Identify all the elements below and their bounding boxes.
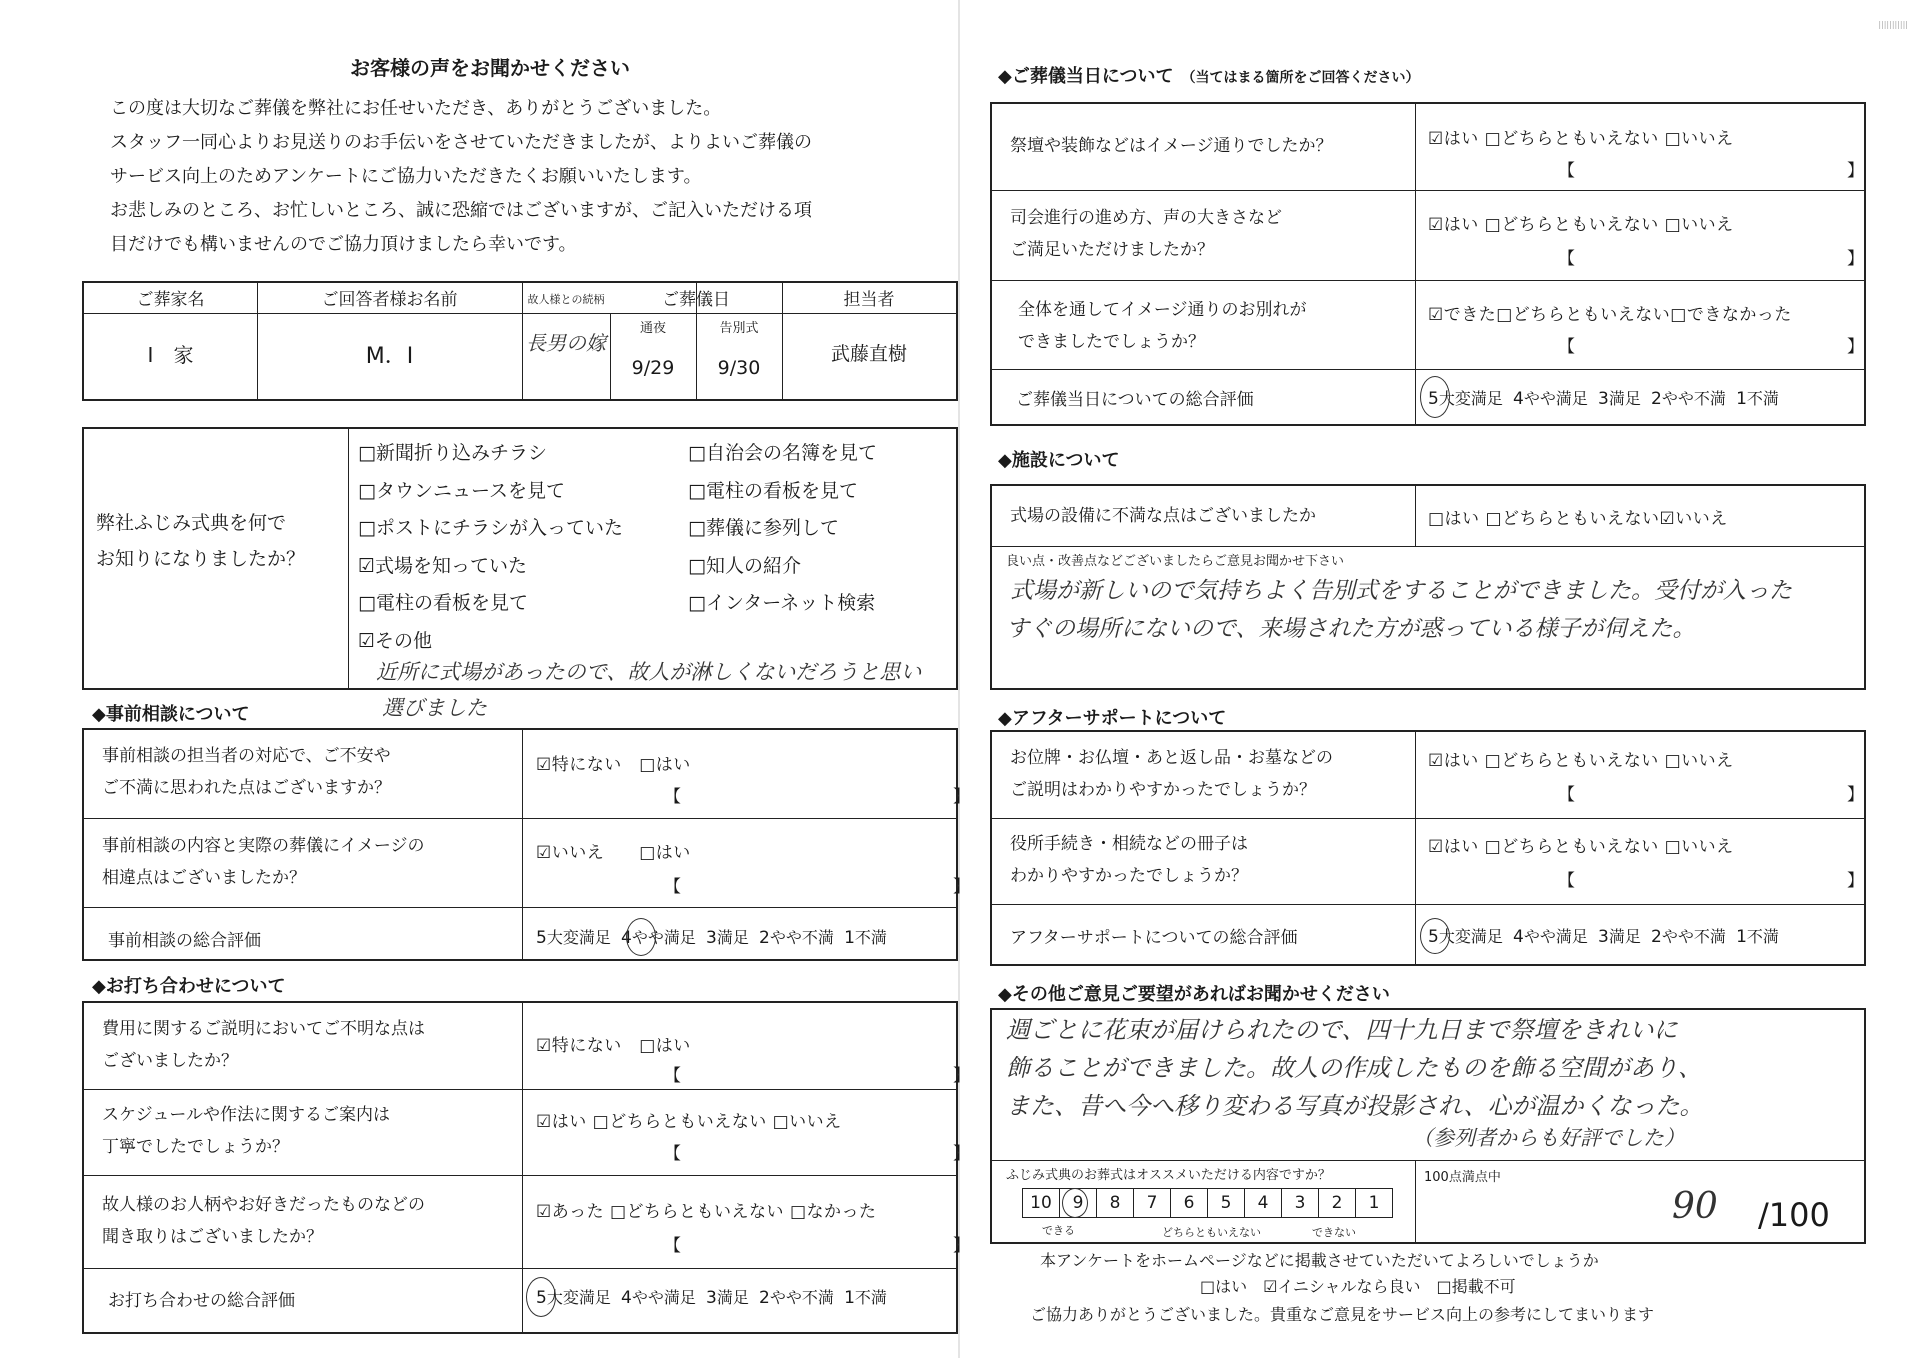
scale-box[interactable]: 6 bbox=[1170, 1188, 1208, 1218]
scale-right-label: できない bbox=[1312, 1226, 1356, 1239]
meeting-q3-options[interactable]: ☑あった □どちらともいえない □なかった bbox=[536, 1202, 877, 1222]
comment-bracket[interactable]: 【 】 bbox=[664, 1066, 970, 1086]
info-table bbox=[82, 281, 958, 401]
source-option[interactable]: □知人の紹介 bbox=[688, 554, 801, 577]
comment-bracket[interactable]: 【 】 bbox=[1558, 871, 1864, 891]
question-line: 役所手続き・相続などの冊子は bbox=[1010, 834, 1248, 854]
funeral-day-q2-options[interactable]: ☑はい □どちらともいえない □いいえ bbox=[1428, 215, 1734, 235]
scale-box[interactable]: 10 bbox=[1022, 1188, 1060, 1218]
source-option[interactable]: □葬儀に参列して bbox=[688, 517, 839, 539]
source-option[interactable]: □新聞折り込みチラシ bbox=[358, 442, 547, 464]
respondent-name: M．I bbox=[365, 344, 414, 369]
source-other-note: 近所に式場があったので、故人が淋しくないだろうと思い bbox=[376, 660, 922, 684]
facility-heading: ◆施設について bbox=[998, 450, 1120, 471]
after-support-q1 bbox=[1010, 742, 1333, 806]
score-value[interactable]: 90 bbox=[1672, 1186, 1718, 1227]
recommend-question: ふじみ式典のお葬式はオススメいただける内容ですか？ bbox=[1006, 1168, 1331, 1183]
meeting-table bbox=[82, 1001, 970, 1334]
selected-rating-circle bbox=[626, 918, 656, 956]
other-note: （参列者からも好評でした） bbox=[1412, 1126, 1685, 1150]
family-name: I 家 bbox=[147, 343, 194, 367]
pre-consult-q1 bbox=[102, 740, 391, 804]
intro-line: お悲しみのところ、お忙しいところ、誠に恐縮ではございますが、ご記入いただける項 bbox=[110, 200, 812, 221]
source-section bbox=[82, 427, 958, 690]
source-option[interactable]: □インターネット検索 bbox=[688, 592, 876, 614]
facility-q1-options[interactable]: □はい □どちらともいえない☑いいえ bbox=[1428, 509, 1728, 529]
header-respondent: ご回答者様お名前 bbox=[321, 290, 458, 310]
source-option[interactable]: □電柱の看板を見て bbox=[688, 479, 858, 502]
publish-question: 本アンケートをホームページなどに掲載させていただいてよろしいでしょうか bbox=[1040, 1251, 1599, 1270]
facility-note: 式場が新しいので気持ちよく告別式をすることができました。受付が入った bbox=[1010, 578, 1792, 604]
question-line: 事前相談の担当者の対応で、ご不安や bbox=[102, 746, 391, 766]
source-options-right bbox=[688, 435, 877, 623]
scale-box[interactable]: 8 bbox=[1096, 1188, 1134, 1218]
selected-scale-circle bbox=[1062, 1188, 1088, 1218]
header-kokubetsu: 告別式 bbox=[719, 321, 759, 336]
intro-line: サービス向上のためアンケートにご協力いただきたくお願いいたします。 bbox=[110, 166, 702, 187]
question-line: できましたでしょうか？ bbox=[1018, 332, 1205, 352]
score-label: 100点満点中 bbox=[1424, 1170, 1501, 1185]
funeral-day-q3 bbox=[1018, 294, 1307, 358]
funeral-day-q1: 祭壇や装飾などはイメージ通りでしたか？ bbox=[1010, 136, 1333, 156]
scale-mid-label: どちらともいえない bbox=[1162, 1226, 1261, 1239]
meeting-q3 bbox=[102, 1189, 425, 1253]
funeral-day-q2 bbox=[1010, 202, 1282, 266]
header-staff: 担当者 bbox=[843, 290, 895, 310]
question-line: 丁寧でしたでしょうか？ bbox=[102, 1137, 289, 1157]
funeral-day-rating[interactable]: 5大変満足 4やや満足 3満足 2やや不満 1不満 bbox=[1428, 389, 1779, 409]
source-option[interactable]: ☑式場を知っていた bbox=[358, 554, 528, 577]
header-funeral-date: ご葬儀日 bbox=[662, 290, 730, 310]
after-support-q2-options[interactable]: ☑はい □どちらともいえない □いいえ bbox=[1428, 837, 1734, 857]
scale-box[interactable]: 7 bbox=[1133, 1188, 1171, 1218]
other-note: また、昔へ今へ移り変わる写真が投影され、心が温かくなった。 bbox=[1006, 1092, 1704, 1120]
comment-bracket[interactable]: 【 】 bbox=[664, 877, 970, 897]
meeting-q2 bbox=[102, 1099, 390, 1163]
source-other-note: 選びました bbox=[382, 696, 487, 720]
intro-line: 目だけでも構いませんのでご協力頂けましたら幸いです。 bbox=[110, 234, 577, 255]
scale-box[interactable]: 5 bbox=[1207, 1188, 1245, 1218]
question-line: 全体を通してイメージ通りのお別れが bbox=[1018, 300, 1307, 320]
pre-consult-table bbox=[82, 728, 970, 961]
question-line: お位牌・お仏壇・あと返し品・お墓などの bbox=[1010, 748, 1333, 768]
right-page bbox=[960, 0, 1920, 1358]
selected-rating-circle bbox=[1420, 376, 1450, 418]
scale-box[interactable]: 9 bbox=[1059, 1188, 1097, 1218]
after-support-overall-label: アフターサポートについての総合評価 bbox=[1010, 928, 1298, 948]
source-option[interactable]: □自治会の名簿を見て bbox=[688, 442, 877, 464]
funeral-day-q1-options[interactable]: ☑はい □どちらともいえない □いいえ bbox=[1428, 129, 1734, 149]
kokubetsu-date: 9/30 bbox=[717, 357, 761, 379]
scale-box[interactable]: 4 bbox=[1244, 1188, 1282, 1218]
pre-consult-q2 bbox=[102, 830, 425, 894]
score-max: /100 bbox=[1758, 1196, 1830, 1234]
question-line: スケジュールや作法に関するご案内は bbox=[102, 1105, 390, 1125]
question-line: 費用に関するご説明においてご不明な点は bbox=[102, 1019, 425, 1039]
intro-text bbox=[110, 92, 930, 262]
after-support-rating[interactable]: 5大変満足 4やや満足 3満足 2やや不満 1不満 bbox=[1428, 927, 1779, 947]
scale-box[interactable]: 3 bbox=[1281, 1188, 1319, 1218]
comment-bracket[interactable]: 【 】 bbox=[1558, 249, 1864, 269]
meeting-heading: ◆お打ち合わせについて bbox=[92, 976, 286, 997]
source-question bbox=[96, 505, 305, 577]
facility-q1: 式場の設備に不満な点はございましたか bbox=[1010, 506, 1316, 526]
question-line: ご説明はわかりやすかったでしょうか？ bbox=[1010, 780, 1316, 800]
source-option[interactable]: □ポストにチラシが入っていた bbox=[358, 517, 623, 539]
question-line: 相違点はございましたか？ bbox=[102, 868, 306, 888]
pre-consult-q1-options[interactable]: ☑特にない □はい bbox=[536, 755, 691, 775]
comment-bracket[interactable]: 【 】 bbox=[1558, 161, 1864, 181]
survey-title: お客様の声をお聞かせください bbox=[350, 56, 630, 80]
after-support-heading: ◆アフターサポートについて bbox=[998, 708, 1227, 729]
source-options-left bbox=[358, 435, 623, 660]
comment-bracket[interactable]: 【 】 bbox=[664, 1144, 970, 1164]
question-line: 聞き取りはございましたか？ bbox=[102, 1227, 323, 1247]
after-support-table bbox=[990, 730, 1866, 966]
comment-bracket[interactable]: 【 】 bbox=[664, 787, 970, 807]
comment-bracket[interactable]: 【 】 bbox=[664, 1236, 970, 1256]
source-option[interactable]: ☑その他 bbox=[358, 629, 433, 652]
facility-table bbox=[990, 484, 1866, 690]
source-question-line: お知りになりましたか？ bbox=[96, 548, 306, 570]
funeral-day-table bbox=[990, 102, 1866, 426]
after-support-q2 bbox=[1010, 828, 1248, 892]
meeting-q1-options[interactable]: ☑特にない □はい bbox=[536, 1036, 691, 1056]
publish-options[interactable]: □はい ☑イニシャルなら良い □掲載不可 bbox=[1200, 1277, 1516, 1296]
intro-line: この度は大切なご葬儀を弊社にお任せいただき、ありがとうございました。 bbox=[110, 98, 722, 119]
intro-line: スタッフ一同心よりお見送りのお手伝いをさせていただきましたが、よりよいご葬儀の bbox=[110, 132, 812, 153]
selected-rating-circle bbox=[526, 1277, 556, 1317]
question-line: ご不満に思われた点はございますか？ bbox=[102, 778, 391, 798]
meeting-q2-options[interactable]: ☑はい □どちらともいえない □いいえ bbox=[536, 1112, 842, 1132]
staff-name: 武藤直樹 bbox=[830, 343, 907, 365]
funeral-day-heading-text: ◆ご葬儀当日について bbox=[998, 66, 1174, 87]
other-table bbox=[990, 1008, 1866, 1244]
meeting-overall-label: お打ち合わせの総合評価 bbox=[108, 1291, 295, 1311]
after-support-q1-options[interactable]: ☑はい □どちらともいえない □いいえ bbox=[1428, 751, 1734, 771]
facility-note-label: 良い点・改善点などございましたらご意見お聞かせ下さい bbox=[1006, 554, 1345, 569]
header-tsuya: 通夜 bbox=[639, 321, 666, 336]
source-option[interactable]: □タウンニュースを見て bbox=[358, 479, 566, 502]
comment-bracket[interactable]: 【 】 bbox=[1558, 785, 1864, 805]
scale-box[interactable]: 1 bbox=[1355, 1188, 1393, 1218]
selected-rating-circle bbox=[1420, 918, 1450, 954]
pre-consult-heading: ◆事前相談について bbox=[92, 704, 250, 725]
other-note: 週ごとに花束が届けられたので、四十九日まで祭壇をきれいに bbox=[1006, 1016, 1678, 1044]
source-question-line: 弊社ふじみ式典を何で bbox=[96, 512, 287, 534]
facility-note: すぐの場所にないので、来場された方が惑っている様子が伺えた。 bbox=[1006, 616, 1696, 642]
question-line: 事前相談の内容と実際の葬儀にイメージの bbox=[102, 836, 425, 856]
pre-consult-overall-label: 事前相談の総合評価 bbox=[108, 931, 261, 951]
question-line: ご満足いただけましたか？ bbox=[1010, 240, 1214, 260]
other-heading: ◆その他ご意見ご要望があればお聞かせください bbox=[998, 984, 1390, 1005]
question-line: ございましたか？ bbox=[102, 1051, 238, 1071]
source-option[interactable]: □電柱の看板を見て bbox=[358, 592, 528, 614]
meeting-rating[interactable]: 5大変満足 4やや満足 3満足 2やや不満 1不満 bbox=[536, 1288, 887, 1308]
funeral-day-heading bbox=[998, 62, 1419, 88]
comment-bracket[interactable]: 【 】 bbox=[1558, 337, 1864, 357]
funeral-day-overall-label: ご葬儀当日についての総合評価 bbox=[1016, 390, 1254, 410]
relation-value: 長男の嫁 bbox=[526, 331, 606, 355]
header-family: ご葬家名 bbox=[136, 290, 205, 310]
funeral-day-q3-options[interactable]: ☑できた□どちらともいえない□できなかった bbox=[1428, 305, 1792, 325]
pre-consult-q2-options[interactable]: ☑いいえ □はい bbox=[536, 843, 691, 863]
question-line: わかりやすかったでしょうか？ bbox=[1010, 866, 1248, 886]
pre-consult-rating[interactable]: 5大変満足 4やや満足 3満足 2やや不満 1不満 bbox=[536, 928, 887, 948]
funeral-day-subheading: （当てはまる箇所をご回答ください） bbox=[1181, 70, 1420, 86]
question-line: 故人様のお人柄やお好きだったものなどの bbox=[102, 1195, 425, 1215]
tsuya-date: 9/29 bbox=[631, 357, 675, 379]
other-note: 飾ることができました。故人の作成したものを飾る空間があり、 bbox=[1006, 1054, 1702, 1082]
scan-marks: ||||||||||| bbox=[1878, 20, 1908, 29]
question-line: 司会進行の進め方、声の大きさなど bbox=[1010, 208, 1282, 228]
scale-left-label: できる bbox=[1042, 1224, 1075, 1237]
header-relation: 故人様との続柄 bbox=[527, 293, 605, 306]
meeting-q1 bbox=[102, 1013, 425, 1077]
scale-box[interactable]: 2 bbox=[1318, 1188, 1356, 1218]
thanks-text: ご協力ありがとうございました。貴重なご意見をサービス向上の参考にしてまいります bbox=[1030, 1305, 1655, 1324]
